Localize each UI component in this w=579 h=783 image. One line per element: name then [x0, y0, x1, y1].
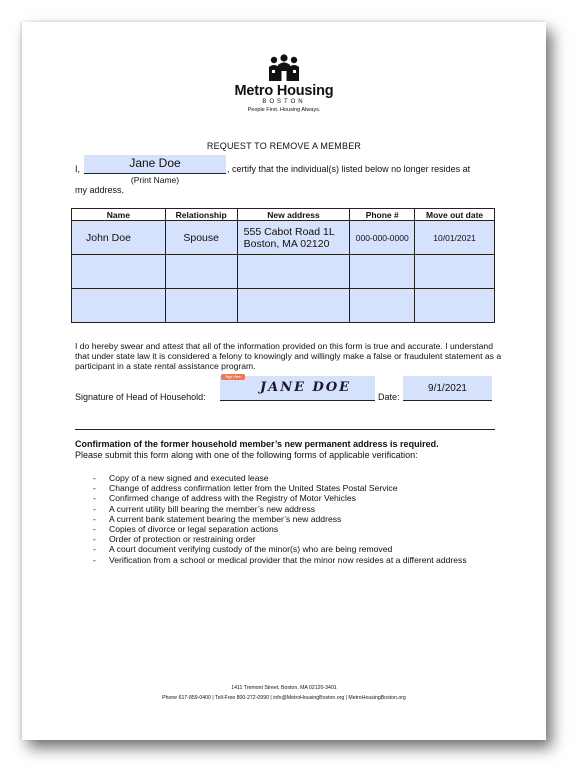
move-out-date-cell[interactable] — [415, 255, 495, 289]
list-item-text: Order of protection or restraining order — [109, 534, 256, 545]
confirmation-subtitle: Please submit this form along with one of the following forms of applicable verification: — [75, 450, 418, 460]
print-name-value: Jane Doe — [129, 156, 181, 170]
members-table — [71, 208, 495, 323]
document-page — [22, 22, 546, 740]
bullet: - — [93, 513, 96, 524]
logo-name: Metro Housing — [234, 83, 334, 99]
col-header-relationship: Relationship — [165, 209, 237, 221]
intro-suffix: , certify that the individual(s) listed below no longer resides at — [227, 164, 471, 174]
sign-here-tab[interactable]: Sign Here — [221, 374, 245, 380]
col-header-phone: Phone # — [350, 209, 415, 221]
signature-underline — [220, 400, 375, 401]
signature-label: Signature of Head of Household: — [75, 392, 206, 402]
list-item-text: A current utility bill bearing the member’s new address — [109, 503, 316, 514]
bullet: - — [93, 534, 96, 545]
list-item-text: Verification from a school or medical provider that the minor now resides at a different address — [109, 554, 467, 565]
section-divider — [75, 429, 495, 430]
list-item-text: A current bank statement bearing the member’s new address — [109, 513, 342, 524]
list-item-text: Confirmed change of address with the Registry of Motor Vehicles — [109, 493, 356, 504]
bullet: - — [93, 544, 96, 555]
date-value: 9/1/2021 — [428, 383, 467, 394]
list-item — [75, 534, 515, 544]
metro-housing-logo-icon — [267, 54, 301, 82]
phone-cell[interactable]: 000-000-0000 — [350, 221, 415, 255]
confirmation-title: Confirmation of the former household member’s new permanent address is required. — [75, 439, 439, 449]
new-address-cell[interactable] — [237, 289, 350, 323]
list-item — [75, 504, 515, 514]
bullet: - — [93, 493, 96, 504]
bullet: - — [93, 503, 96, 514]
list-item — [75, 493, 515, 503]
col-header-name: Name — [72, 209, 166, 221]
intro-line2: my address. — [75, 185, 125, 195]
table-row — [72, 289, 495, 323]
member-name-cell[interactable] — [72, 255, 166, 289]
relationship-cell[interactable]: Spouse — [165, 221, 237, 255]
new-address-cell[interactable]: 555 Cabot Road 1L Boston, MA 02120 — [237, 221, 350, 255]
table-header-row — [72, 209, 495, 221]
bullet: - — [93, 473, 96, 483]
logo-tagline: People First. Housing Always. — [247, 107, 321, 113]
print-name-underline — [84, 173, 226, 174]
footer-address: 1411 Tremont Street, Boston, MA 02120-3401 — [231, 685, 337, 691]
logo-city: BOSTON — [262, 99, 306, 105]
bullet: - — [93, 524, 96, 535]
list-item-text: Copy of a new signed and executed lease — [109, 473, 269, 483]
list-item-text: Copies of divorce or legal separation actions — [109, 524, 279, 535]
relationship-cell[interactable] — [165, 255, 237, 289]
form-title: REQUEST TO REMOVE A MEMBER — [206, 141, 362, 151]
list-item-text: Change of address confirmation letter from the United States Postal Service — [109, 483, 398, 494]
member-name-cell[interactable]: John Doe — [72, 221, 166, 255]
signature-value: JANE DOE — [260, 380, 352, 395]
col-header-new-address: New address — [237, 209, 350, 221]
attestation-text: I do hereby swear and attest that all of the information provided on this form is true and accurate. I understand that under state law it is considered a felony to knowingly and willingly make a false or fraudulent statement as a participant in a state rental assistance program. — [75, 341, 502, 372]
move-out-date-cell[interactable] — [415, 289, 495, 323]
date-label: Date: — [378, 392, 400, 402]
col-header-move-out-date: Move out date — [415, 209, 495, 221]
list-item — [75, 473, 515, 483]
logo — [22, 54, 546, 113]
phone-cell[interactable] — [350, 289, 415, 323]
member-name-cell[interactable] — [72, 289, 166, 323]
new-address-cell[interactable] — [237, 255, 350, 289]
print-name-label: (Print Name) — [130, 175, 180, 185]
phone-cell[interactable] — [350, 255, 415, 289]
verification-list — [75, 473, 515, 565]
list-item — [75, 524, 515, 534]
list-item — [75, 555, 515, 565]
relationship-cell[interactable] — [165, 289, 237, 323]
footer-contact: Phone 617-859-0400 | Toll-Free 800-272-0990 | info@MetroHousingBoston.org | MetroHousingBoston.org — [162, 695, 406, 701]
list-item — [75, 544, 515, 554]
list-item — [75, 483, 515, 493]
list-item — [75, 514, 515, 524]
bullet: - — [93, 554, 96, 565]
bullet: - — [93, 483, 96, 494]
table-row — [72, 255, 495, 289]
intro-prefix: I, — [75, 164, 81, 174]
table-row — [72, 221, 495, 255]
list-item-text: A court document verifying custody of the minor(s) who are being removed — [109, 544, 393, 555]
move-out-date-cell[interactable]: 10/01/2021 — [415, 221, 495, 255]
date-underline — [403, 400, 492, 401]
